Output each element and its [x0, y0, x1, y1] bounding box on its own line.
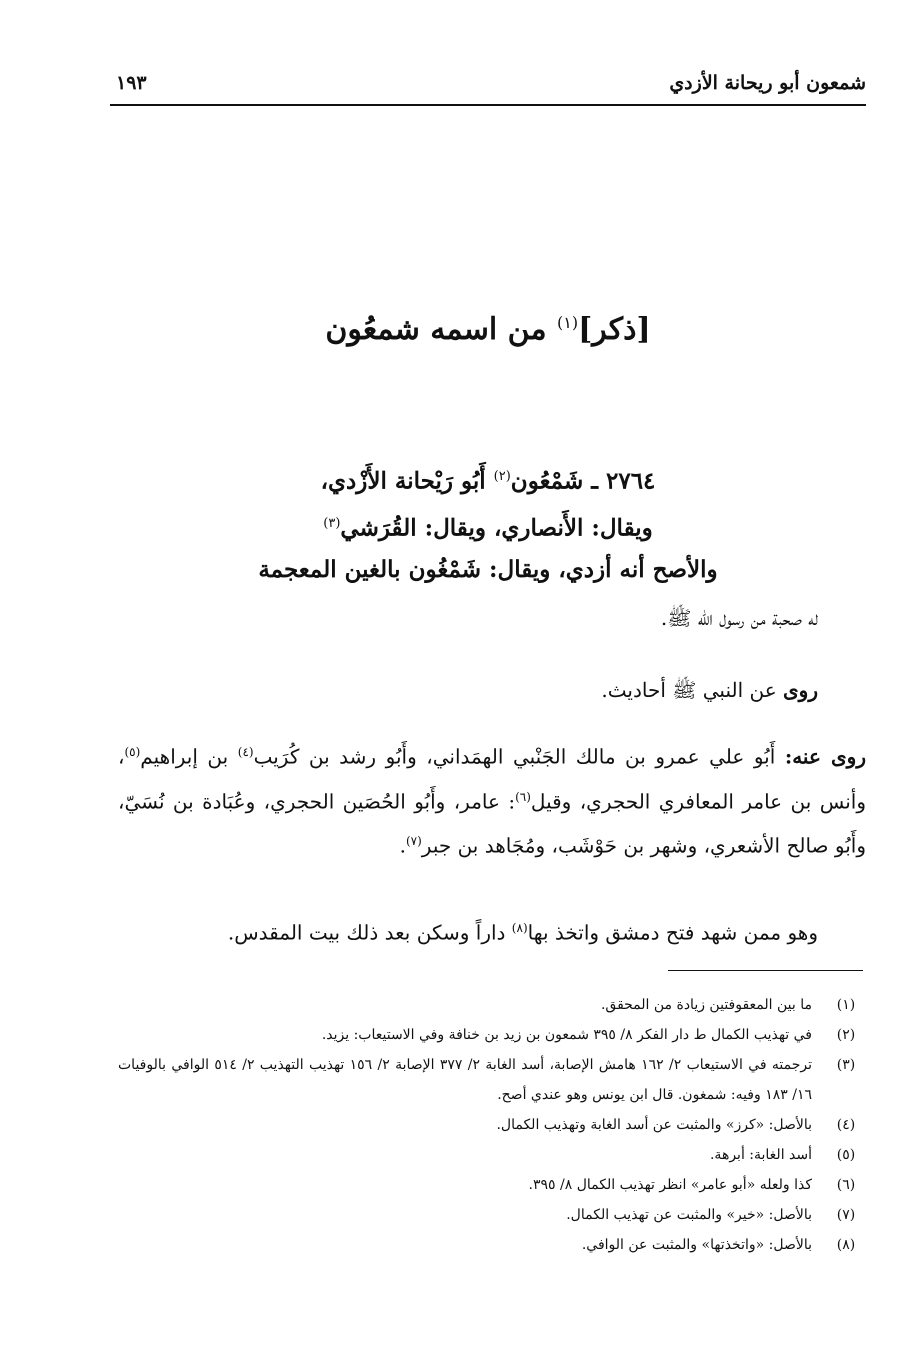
running-head-title: شمعون أبو ريحانة الأزدي: [669, 72, 866, 94]
footnote-number: (٨): [836, 1237, 856, 1253]
footnote: [118, 1140, 866, 1170]
footnote-ref: (٥): [124, 745, 141, 759]
footnote: [118, 1050, 866, 1110]
footnote-rule: [668, 970, 863, 971]
footnote-ref: (٦): [515, 789, 531, 804]
footnote: [118, 1170, 866, 1200]
footnote-ref: (٣): [323, 515, 341, 531]
footnote-text: بالأصل: «واتخذتها» والمثبت عن الوافي.: [581, 1237, 812, 1253]
paragraph-text: .: [399, 833, 406, 858]
paragraph-text: أَبُو علي عمرو بن مالك الجَنْبي الهمَداني، وأَبُو رشد بن كُرَيب: [253, 744, 785, 769]
footnote: [118, 1200, 866, 1230]
footnote-ref: (٧): [405, 834, 422, 849]
paragraph-text: بن إبراهيم: [140, 744, 238, 769]
chapter-title: [110, 312, 866, 347]
footnote-ref: (٨): [511, 921, 528, 935]
footnote-number: (٣): [836, 1057, 856, 1073]
lead-word: روى عنه:: [784, 744, 867, 769]
chapter-title-pre: [ذكر]: [578, 312, 651, 347]
footnote-text: في تهذيب الكمال ط دار الفكر ٨/ ٣٩٥ شمعون بن زيد بن خنافة وفي الاستيعاب: يزيد.: [321, 1027, 812, 1043]
footnote: [118, 990, 866, 1020]
entry-line-3: والأصح أنه أزدي، ويقال: شَمْغُون بالغين المعجمة: [258, 556, 718, 584]
paragraph-text: وهو ممن شهد فتح دمشق واتخذ بها: [527, 920, 818, 945]
entry-kunya: أَبُو رَيْحانة الأَزْدي،: [320, 467, 494, 495]
page-number: ١٩٣: [116, 72, 147, 94]
entry-number: ٢٧٦٤ ـ: [583, 467, 656, 495]
entry-name: شَمْعُون: [510, 467, 584, 495]
footnote-ref: (٢): [493, 469, 511, 484]
paragraph-text: داراً وسكن بعد ذلك بيت المقدس.: [227, 920, 512, 945]
chapter-title-post: من اسمه شمعُون: [325, 312, 557, 347]
paragraph-text: عن النبي ﷺ أحاديث.: [601, 678, 784, 702]
footnote-text: بالأصل: «خير» والمثبت عن تهذيب الكمال.: [566, 1207, 812, 1223]
footnote-ref: (١): [556, 313, 579, 332]
entry-line-2-text: ويقال: الأَنصاري، ويقال: القُرَشي: [340, 514, 653, 542]
footnote-text: ترجمته في الاستيعاب ٢/ ١٦٢ هامش الإصابة، أسد الغابة ٢/ ٣٧٧ الإصابة ٢/ ١٥٦ تهذيب التهذيب ٢/ ٥١٤ الوافي بالوفيات ١٦/ ١٨٣ وفيه: شمغون. قال ابن يونس وهو عندي أصح.: [118, 1057, 812, 1103]
lead-word: روى: [783, 678, 818, 702]
footnote-number: (٧): [836, 1207, 856, 1223]
footnote-number: (٤): [836, 1117, 856, 1133]
paragraph-text: : عامر، وأَبُو الحُصَين الحجري، وعُبَادة بن نُسَيّ، وأَبُو صالح الأشعري، وشهر بن حَوْشَب، ومُجَاهد بن جبر: [118, 789, 866, 858]
paragraph-text: ، وأنس بن عامر المعافري الحجري، وقيل: [118, 744, 866, 814]
running-head: [110, 68, 866, 102]
paragraph-companionship: له صحبة من رسول الله ﷺ.: [660, 606, 818, 630]
footnote-ref: (٤): [237, 745, 254, 759]
footnote-number: (٦): [836, 1177, 856, 1193]
paragraph-narrated: [118, 670, 818, 710]
entry-line-2: [110, 503, 866, 550]
paragraph-damascus: [118, 908, 818, 953]
paragraph-narrators: [118, 732, 866, 866]
footnote: [118, 1020, 866, 1050]
footnote-number: (١): [836, 997, 856, 1013]
footnote: [118, 1230, 866, 1260]
entry-heading: [110, 456, 866, 591]
footnote-text: بالأصل: «كرز» والمثبت عن أسد الغابة وتهذيب الكمال.: [496, 1117, 812, 1133]
footnote-number: (٢): [836, 1027, 856, 1043]
header-rule: [110, 104, 866, 106]
footnotes: [118, 990, 866, 1260]
footnote: [118, 1110, 866, 1140]
entry-line-1: [110, 456, 866, 503]
footnote-text: أسد الغابة: أبرهة.: [709, 1147, 812, 1163]
footnote-text: كذا ولعله «أبو عامر» انظر تهذيب الكمال ٨/ ٣٩٥.: [528, 1177, 812, 1193]
footnote-text: ما بين المعقوفتين زيادة من المحقق.: [600, 997, 812, 1013]
footnote-number: (٥): [836, 1147, 856, 1163]
